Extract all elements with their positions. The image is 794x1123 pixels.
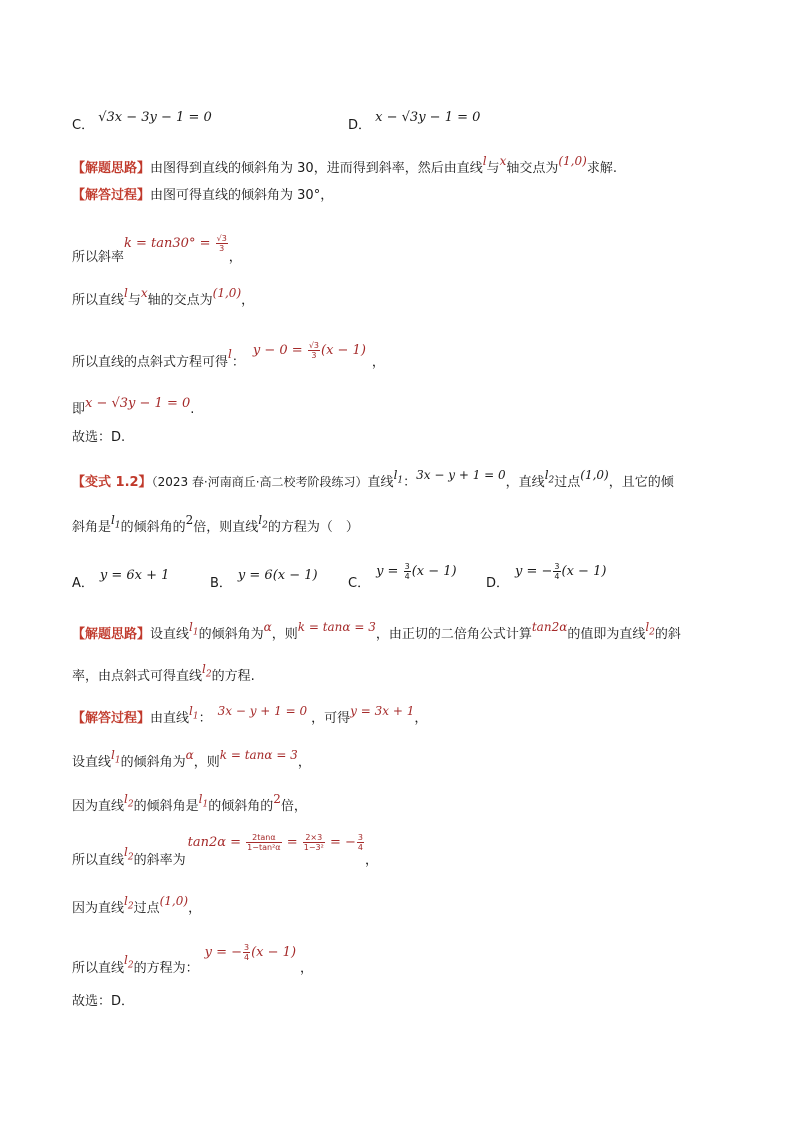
l1-symbol: $l_1$ — [189, 620, 199, 638]
punct: ， — [414, 711, 428, 726]
tan2a-expr: tan2α — [531, 620, 568, 634]
alpha-symbol: α — [185, 748, 194, 762]
variant-source: （2023 春·河南商丘·高二校考阶段练习） — [151, 475, 368, 489]
equals: = − — [325, 835, 356, 850]
text: 轴的交点为 — [147, 293, 213, 308]
text: 的方程为： — [133, 961, 199, 976]
idea-text: 轴交点为 — [506, 161, 559, 176]
idea-tag: 【解题思路】 — [72, 627, 151, 642]
text: 即 — [72, 402, 86, 417]
number: 2 — [185, 513, 194, 527]
text: 与 — [127, 293, 141, 308]
text: 因为直线 — [72, 901, 125, 916]
text: ： — [403, 475, 417, 490]
idea-text: 求解. — [586, 161, 617, 176]
text: 所以直线 — [72, 293, 125, 308]
l1-symbol: $l_1$ — [111, 513, 121, 531]
point-expr: (1,0) — [212, 286, 242, 300]
answer-text: 故选：D. — [72, 430, 126, 445]
text: 的倾斜角的 — [120, 520, 186, 535]
l1-symbol: $l_1$ — [198, 792, 209, 810]
variant-option-c — [348, 562, 457, 591]
slope-text: 所以斜率 — [72, 250, 125, 265]
option-label: D． — [486, 576, 510, 591]
solution2-process-line1 — [72, 704, 428, 733]
variant-option-d — [486, 562, 607, 591]
option-label: A． — [72, 576, 94, 591]
text: 所以直线的点斜式方程可得 — [72, 355, 229, 370]
punct: . — [190, 402, 195, 417]
option-expr: (x − 1) — [411, 564, 457, 579]
alpha-symbol: α — [263, 620, 272, 634]
option-c-label: C． — [72, 118, 95, 133]
solution1-process-line — [72, 186, 333, 206]
punct: ， — [188, 901, 202, 916]
text: 的方程. — [211, 669, 255, 684]
answer-text: 故选：D． — [72, 994, 135, 1009]
idea-text: 与 — [486, 161, 500, 176]
solution1-idea-line — [72, 154, 617, 179]
option-expr: (x − 1) — [561, 564, 607, 579]
variant-option-b — [210, 566, 318, 591]
fraction: $\frac{3}{4}$ — [357, 833, 363, 852]
l2-symbol: $l_2$ — [645, 620, 655, 638]
option-c-expr: √3x − 3y − 1 = 0 — [98, 110, 212, 125]
equation-expr: 3x − y + 1 = 0 — [416, 468, 506, 482]
text: 由直线 — [150, 711, 190, 726]
intersect-line — [72, 286, 255, 311]
variant-question-line1 — [72, 468, 674, 497]
process-tag: 【解答过程】 — [72, 188, 151, 203]
slope-expr: k = tanα = 3 — [219, 748, 298, 762]
solution2-process-line2 — [72, 748, 311, 777]
fraction: $\frac{3}{4}$ — [554, 562, 560, 581]
text: 过点 — [133, 901, 160, 916]
result-expr: x − √3y − 1 = 0 — [85, 396, 191, 411]
punct: ， — [228, 250, 242, 265]
text: 直线 — [367, 475, 394, 490]
point-expr: (1,0) — [159, 894, 189, 908]
text: ，则 — [271, 627, 298, 642]
text: ： — [231, 355, 245, 370]
text: ，且它的倾 — [608, 475, 674, 490]
text: 所以直线 — [72, 961, 125, 976]
option-d-expr: x − √3y − 1 = 0 — [375, 110, 481, 125]
solution2-answer-line — [72, 992, 134, 1012]
option-d-label: D． — [348, 118, 372, 133]
answer-line — [72, 428, 125, 448]
text: 倍， — [280, 799, 307, 814]
idea-text: 由图得到直线的倾斜角为 30，进而得到斜率，然后由直线 — [150, 161, 483, 176]
option-d — [348, 108, 481, 133]
point-slope-line — [72, 340, 385, 370]
option-expr: y = 6x + 1 — [99, 568, 170, 583]
l2-symbol: $l_2$ — [258, 513, 268, 531]
result-line — [72, 394, 195, 417]
text: ： — [198, 711, 212, 726]
solution2-idea-line2 — [72, 662, 255, 691]
point-expr: (1,0) — [580, 468, 609, 482]
option-label: B． — [210, 576, 232, 591]
l2-symbol: $l_2$ — [124, 845, 134, 863]
solution2-process-line6 — [72, 942, 314, 976]
l2-symbol: $l_2$ — [124, 953, 134, 971]
punct: ， — [300, 961, 314, 976]
equation-expr: (x − 1) — [251, 945, 297, 960]
line-l-symbol: l — [482, 154, 487, 168]
text: 的值即为直线 — [567, 627, 646, 642]
l1-symbol: $l_1$ — [189, 704, 199, 722]
text: ，则 — [193, 755, 220, 770]
solution2-idea-line1 — [72, 620, 681, 649]
solution2-process-line5 — [72, 894, 202, 923]
slope-expr: k = tanα = 3 — [297, 620, 376, 634]
variant-option-a — [72, 566, 170, 591]
slope-expr: k = tan30° = — [124, 236, 215, 251]
text: 设直线 — [72, 755, 112, 770]
text: 所以直线 — [72, 853, 125, 868]
text: 的倾斜角为 — [198, 627, 264, 642]
fraction: $\frac{3}{4}$ — [244, 943, 250, 962]
option-expr: y = — [376, 564, 403, 579]
punct: ， — [297, 755, 311, 770]
equation-expr: (x − 1) — [321, 343, 366, 358]
equation-expr: y = − — [204, 945, 243, 960]
text: 过点 — [554, 475, 581, 490]
l2-symbol: $l_2$ — [124, 792, 134, 810]
axis-x-symbol: x — [499, 154, 507, 168]
process-text: 由图可得直线的倾斜角为 30°， — [150, 188, 334, 203]
text: 斜角是 — [72, 520, 112, 535]
text: ，可得 — [311, 711, 351, 726]
text: 的倾斜角是 — [133, 799, 199, 814]
fraction: $\frac{2\times 3}{\text{1−3²}}$ — [303, 833, 324, 852]
option-label: C． — [348, 576, 371, 591]
text: 的斜率为 — [133, 853, 186, 868]
text: 倍，则直线 — [193, 520, 259, 535]
l2-symbol: $l_2$ — [124, 894, 134, 912]
equals: = — [282, 835, 302, 850]
l2-symbol: $l_2$ — [544, 468, 555, 486]
text: 因为直线 — [72, 799, 125, 814]
fraction: $\frac{3}{4}$ — [404, 562, 410, 581]
point-expr: (1,0) — [558, 154, 587, 168]
text: 设直线 — [150, 627, 190, 642]
l2-symbol: $l_2$ — [202, 662, 212, 680]
process-tag: 【解答过程】 — [72, 711, 151, 726]
variant-title: 【变式 1.2】 — [72, 475, 152, 490]
text: 的倾斜角为 — [120, 755, 186, 770]
punct: ， — [241, 293, 255, 308]
text: 率，由点斜式可得直线 — [72, 669, 203, 684]
text: ，直线 — [505, 475, 545, 490]
text: 的倾斜角的 — [208, 799, 274, 814]
punct: ， — [371, 355, 385, 370]
equation-expr: 3x − y + 1 = 0 — [217, 704, 308, 718]
axis-x-symbol: x — [140, 286, 148, 300]
variant-question-line2 — [72, 513, 359, 542]
option-expr: y = 6(x − 1) — [237, 568, 318, 583]
option-expr: y = − — [515, 564, 553, 579]
line-l-symbol: l — [228, 347, 232, 361]
number: 2 — [273, 792, 281, 806]
idea-tag: 【解题思路】 — [72, 161, 151, 176]
text: 的斜 — [654, 627, 681, 642]
l1-symbol: $l_1$ — [393, 468, 404, 486]
line-l-symbol: l — [124, 286, 128, 300]
tan2a-expr: tan2α = — [187, 835, 246, 850]
text: 的方程为（ ） — [267, 520, 359, 535]
equation-expr: y = 3x + 1 — [350, 704, 415, 718]
solution2-process-line4 — [72, 832, 378, 868]
option-c — [72, 108, 212, 133]
punct: ， — [364, 853, 378, 868]
l1-symbol: $l_1$ — [111, 748, 121, 766]
equation-expr: y − 0 = — [252, 343, 307, 358]
slope-line — [72, 234, 242, 265]
fraction: $\frac{√3}{3}$ — [308, 341, 319, 360]
fraction: $\frac{2\tan\alpha}{\text{1−tan²α}}$ — [247, 833, 281, 852]
text: ，由正切的二倍角公式计算 — [375, 627, 532, 642]
solution2-process-line3 — [72, 792, 307, 821]
fraction: $\frac{√3}{3}$ — [216, 234, 227, 253]
